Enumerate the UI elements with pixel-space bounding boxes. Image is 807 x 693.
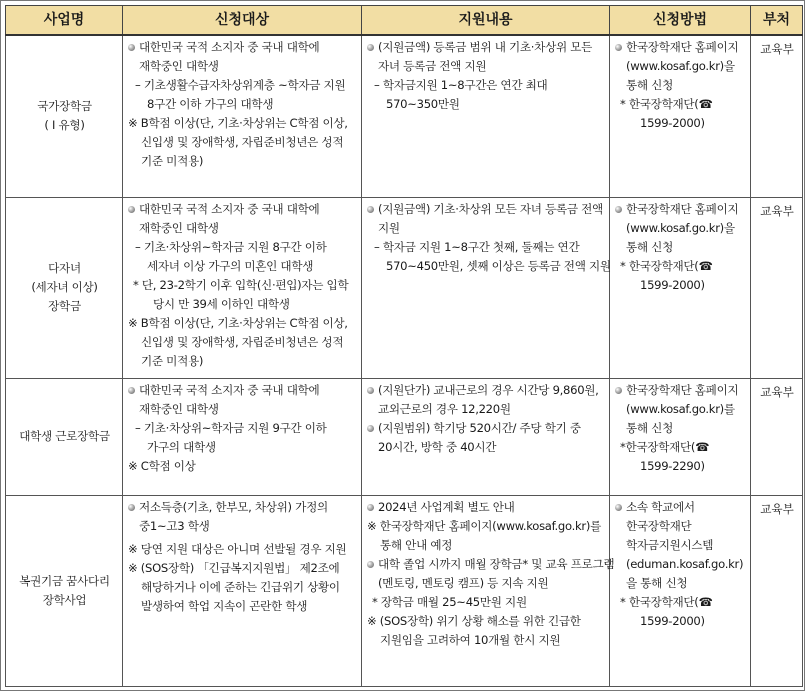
application-cell: [610, 197, 751, 378]
header-row: [6, 6, 803, 36]
application-line: (www.kosaf.go.kr)을: [626, 59, 735, 73]
support-line: 통해 안내 예정: [380, 537, 453, 552]
eligibility-line: 8구간 이하 가구의 대학생: [147, 97, 274, 111]
application-line: 1599-2290): [640, 458, 705, 473]
support-line: * 장학금 매월 25~45만원 지원: [372, 594, 527, 609]
support-line: 2024년 사업계획 별도 안내: [366, 498, 606, 517]
eligibility-line: 신입생 및 장애학생, 자립준비청년은 성적: [141, 135, 344, 149]
eligibility-cell: [123, 35, 362, 197]
program-name-cell: [6, 35, 123, 197]
program-name: 다자녀: [48, 261, 81, 275]
eligibility-line: 재학중인 대학생: [139, 220, 219, 235]
support-line: 570~350만원: [386, 97, 460, 111]
application-line: (www.kosaf.go.kr)을: [626, 220, 735, 235]
application-line: 1599-2000): [640, 277, 705, 292]
header-support: 지원내용: [362, 6, 610, 36]
support-line: 570~450만원, 셋째 이상은 등록금 전액 지원: [386, 258, 611, 273]
application-line: 한국장학재단 홈페이지: [614, 200, 747, 219]
application-line: (eduman.kosaf.go.kr): [626, 556, 744, 571]
support-cell: [362, 197, 610, 378]
eligibility-cell: [123, 378, 362, 495]
eligibility-cell: [123, 197, 362, 378]
eligibility-line: 재학중인 대학생: [139, 59, 219, 73]
application-line: * 한국장학재단(☎: [620, 258, 713, 273]
eligibility-cell: [123, 495, 362, 686]
support-cell: [362, 35, 610, 197]
support-line: (지원범위) 학기당 520시간/ 주당 학기 중: [366, 419, 606, 438]
eligibility-line: ※ C학점 이상: [128, 458, 196, 473]
eligibility-line: 중1~고3 학생: [139, 518, 210, 533]
application-line: 을 통해 신청: [626, 575, 688, 590]
eligibility-line: 재학중인 대학생: [139, 401, 219, 416]
scholarship-table: [5, 5, 803, 687]
eligibility-line: 기준 미적용): [141, 154, 204, 168]
eligibility-line: ※ 당연 지원 대상은 아니며 선발될 경우 지원: [128, 541, 347, 556]
support-line: (멘토링, 멘토링 캠프) 등 지속 지원: [378, 575, 549, 590]
eligibility-line: 기준 미적용): [141, 353, 204, 368]
application-line: 통해 신청: [626, 239, 673, 254]
ministry-cell: 교육부: [751, 197, 803, 378]
application-line: 통해 신청: [626, 78, 673, 92]
program-name-cell: [6, 495, 123, 686]
program-name-cell: [6, 197, 123, 378]
eligibility-line: 대한민국 국적 소지자 중 국내 대학에: [127, 381, 358, 400]
program-name: 장학사업: [42, 592, 87, 607]
support-line: 교외근로의 경우 12,220원: [378, 401, 511, 416]
eligibility-line: * 단, 23-2학기 이후 입학(신·편입)자는 입학: [133, 277, 349, 292]
eligibility-line: – 기초·차상위~학자금 지원 9구간 이하: [135, 420, 327, 435]
application-line: 1599-2000): [640, 613, 705, 628]
table-row: [6, 378, 803, 495]
application-line: 통해 신청: [626, 420, 673, 435]
table-row: [6, 495, 803, 686]
support-cell: [362, 495, 615, 686]
support-cell: [362, 378, 610, 495]
header-program-name: 사업명: [6, 6, 123, 36]
application-line: * 한국장학재단(☎: [620, 97, 713, 111]
support-line: (지원단가) 교내근로의 경우 시간당 9,860원,: [366, 381, 606, 400]
eligibility-line: – 기초생활수급자차상위계층 ~학자금 지원: [135, 78, 346, 92]
support-line: 지원임을 고려하여 10개월 한시 지원: [380, 632, 561, 647]
program-name-cell: [6, 378, 123, 495]
eligibility-line: 당시 만 39세 이하인 대학생: [153, 296, 290, 311]
application-cell: [610, 35, 751, 197]
application-line: (www.kosaf.go.kr)를: [626, 401, 735, 416]
eligibility-line: 발생하여 학업 지속이 곤란한 학생: [141, 598, 308, 613]
eligibility-line: 해당하거나 이에 준하는 긴급위기 상황이: [141, 579, 340, 594]
eligibility-line: 가구의 대학생: [147, 439, 216, 454]
eligibility-line: 신입생 및 장애학생, 자립준비청년은 성적: [141, 334, 344, 349]
support-line: ※ (SOS장학) 위기 상황 해소를 위한 긴급한: [367, 613, 581, 628]
program-name: ( I 유형): [44, 118, 85, 133]
eligibility-line: 저소득층(기초, 한부모, 차상위) 가정의: [127, 498, 358, 517]
support-line: 지원: [378, 220, 400, 235]
ministry-cell: 교육부: [751, 495, 803, 686]
support-line: 대학 졸업 시까지 매월 장학금* 및 교육 프로그램: [366, 555, 606, 574]
support-line: (지원금액) 기초·차상위 모든 자녀 등록금 전액: [366, 200, 606, 219]
ministry-cell: 교육부: [751, 378, 803, 495]
support-line: – 학자금 지원 1~8구간 첫째, 둘째는 연간: [374, 239, 580, 254]
eligibility-line: 대한민국 국적 소지자 중 국내 대학에: [127, 200, 358, 219]
application-cell: [610, 495, 751, 686]
program-name: 국가장학금: [37, 99, 92, 114]
header-ministry: 부처: [751, 6, 803, 36]
header-eligibility: 신청대상: [123, 6, 362, 36]
application-line: 한국장학재단 홈페이지: [614, 381, 747, 400]
eligibility-line: ※ (SOS장학) 「긴급복지지원법」 제2조에: [128, 560, 340, 575]
support-line: (지원금액) 등록금 범위 내 기초·차상위 모든: [366, 38, 606, 57]
support-line: 20시간, 방학 중 40시간: [378, 439, 497, 454]
eligibility-line: ※ B학점 이상(단, 기초·차상위는 C학점 이상,: [128, 116, 348, 130]
support-line: 자녀 등록금 전액 지원: [378, 59, 487, 73]
application-line: 한국장학재단: [626, 518, 692, 533]
application-line: 소속 학교에서: [614, 498, 747, 517]
program-name: 장학금: [48, 299, 81, 313]
application-cell: [610, 378, 751, 495]
ministry-cell: 교육부: [751, 35, 803, 197]
application-line: 1599-2000): [640, 116, 705, 130]
application-line: 학자금지원시스템: [626, 537, 714, 552]
application-line: * 한국장학재단(☎: [620, 594, 713, 609]
header-application: 신청방법: [610, 6, 751, 36]
eligibility-line: 세자녀 이상 가구의 미혼인 대학생: [147, 258, 314, 273]
table-row: [6, 197, 803, 378]
table-row: [6, 35, 803, 197]
application-line: *한국장학재단(☎: [620, 439, 710, 454]
eligibility-line: 대한민국 국적 소지자 중 국내 대학에: [127, 38, 358, 57]
support-line: – 학자금지원 1~8구간은 연간 최대: [374, 78, 548, 92]
support-line: ※ 한국장학재단 홈페이지(www.kosaf.go.kr)를: [367, 518, 601, 533]
program-name: 복권기금 꿈사다리: [19, 573, 110, 588]
eligibility-line: ※ B학점 이상(단, 기초·차상위는 C학점 이상,: [128, 315, 348, 330]
program-name: 대학생 근로장학금: [19, 429, 110, 443]
program-name: (세자녀 이상): [31, 280, 98, 294]
application-line: 한국장학재단 홈페이지: [614, 38, 747, 57]
eligibility-line: – 기초·차상위~학자금 지원 8구간 이하: [135, 239, 327, 254]
